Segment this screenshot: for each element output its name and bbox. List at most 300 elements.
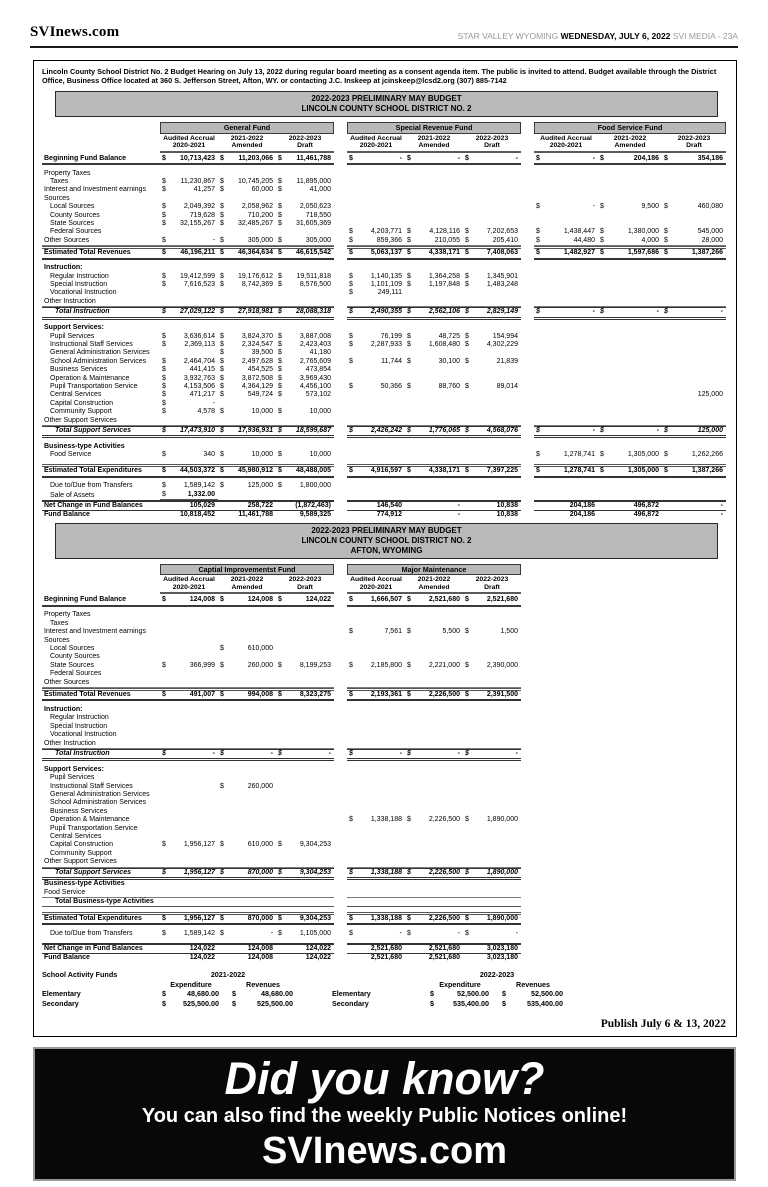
amount-value: 10,838 (496, 501, 518, 509)
amount-value: 7,616,523 (183, 280, 215, 288)
amount-cell (276, 620, 334, 628)
amount-value: 870,000 (247, 914, 273, 922)
amount-value: 1,197,848 (428, 280, 460, 288)
amount-cell (218, 358, 276, 366)
amount-cell (598, 464, 662, 477)
amount-cell (276, 289, 334, 297)
dollar-sign: $ (162, 482, 166, 490)
amount-cell (347, 220, 405, 228)
dollar-sign: $ (465, 382, 469, 390)
row-label: Net Change in Fund Balances (42, 500, 160, 511)
row-label: Special Instruction (50, 280, 108, 288)
amount-value: 260,000 (247, 782, 273, 790)
activity-row-secondary (42, 999, 730, 1009)
dollar-sign: $ (220, 929, 224, 937)
dollar-sign: $ (278, 914, 282, 922)
amount-cell (534, 178, 598, 186)
amount-cell (534, 333, 598, 341)
amount-cell (160, 511, 218, 519)
amount-cell (347, 451, 405, 459)
table-row (42, 289, 730, 297)
amount-cell (598, 375, 662, 383)
amount-value: 10,818,452 (179, 511, 215, 519)
activity-title: School Activity Funds (42, 970, 118, 980)
table-row (42, 714, 730, 722)
amount-cell (463, 628, 521, 636)
amount-cell (218, 596, 276, 606)
amount-cell (276, 637, 334, 645)
amount-cell (598, 237, 662, 246)
amount-cell (598, 298, 662, 307)
amount-cell (276, 706, 334, 714)
amount-cell (534, 187, 598, 195)
amount-cell (347, 464, 405, 477)
dollar-sign: $ (502, 989, 506, 999)
amount-cell (405, 596, 463, 606)
amount-cell (276, 349, 334, 357)
table-row (42, 273, 730, 281)
amount-value: 1,364,258 (428, 272, 460, 280)
amount-cell (276, 850, 334, 858)
amount-cell (276, 880, 334, 888)
table-row (42, 749, 730, 761)
column-header (276, 576, 334, 594)
amount-value: 2,521,680 (428, 944, 460, 952)
amount-cell (160, 596, 218, 606)
amount-cell (405, 774, 463, 782)
dollar-sign: $ (278, 249, 282, 257)
amount-cell (347, 637, 405, 645)
amount-cell (276, 943, 334, 954)
table-row (42, 898, 730, 907)
dollar-sign: $ (220, 782, 224, 790)
amount-value: (1,872,463) (295, 501, 331, 509)
table-row (42, 662, 730, 670)
dollar-sign: $ (349, 357, 353, 365)
amount-cell (218, 723, 276, 731)
amount-value: - (457, 511, 460, 519)
amount-cell (218, 220, 276, 228)
amount-value: 2,226,500 (428, 690, 460, 698)
dollar-sign: $ (220, 382, 224, 390)
column-header-line: Amended (231, 142, 263, 150)
dollar-sign: $ (278, 154, 282, 162)
column-header (218, 576, 276, 594)
amount-cell (662, 511, 726, 519)
amount-value: 52,500.00 (531, 989, 563, 999)
dollar-sign: $ (220, 357, 224, 365)
masthead (30, 24, 738, 48)
dollar-sign: $ (465, 228, 469, 236)
amount-cell (463, 451, 521, 459)
dollar-sign: $ (220, 340, 224, 348)
dollar-sign: $ (278, 357, 282, 365)
row-label: Beginning Fund Balance (42, 596, 160, 606)
masthead-region: STAR VALLEY WYOMING (457, 31, 561, 41)
amount-cell (218, 383, 276, 391)
column-header (598, 135, 662, 153)
amount-cell (276, 912, 334, 925)
amount-value: 719,628 (189, 211, 215, 219)
amount-cell (534, 500, 598, 511)
amount-value: 535,400.00 (453, 998, 489, 1008)
row-label: Central Services (50, 391, 102, 399)
row-label: State Sources (50, 661, 94, 669)
amount-cell (347, 212, 405, 220)
row-label: Elementary (42, 989, 81, 999)
column-header-line: 2022-2023 (288, 134, 322, 142)
amount-cell (405, 670, 463, 678)
dollar-sign: $ (162, 998, 166, 1008)
masthead-dateline (458, 31, 738, 41)
dollar-sign: $ (220, 154, 224, 162)
amount-cell (534, 264, 598, 272)
row-label: Operation & Maintenance (50, 816, 130, 824)
dollar-sign: $ (220, 596, 224, 604)
amount-value: - (212, 749, 215, 757)
amount-cell (276, 155, 334, 165)
column-header (662, 135, 726, 153)
table-row (42, 220, 730, 228)
amount-cell (463, 706, 521, 714)
amount-cell (347, 500, 405, 511)
amount-cell (218, 229, 276, 237)
amount-value: 2,765,609 (299, 357, 331, 365)
dollar-sign: $ (162, 408, 166, 416)
dollar-sign: $ (162, 661, 166, 669)
dollar-sign: $ (278, 482, 282, 490)
promo-banner (33, 1047, 736, 1181)
amount-cell (463, 281, 521, 289)
amount-cell (160, 482, 218, 490)
column-header-line: 2020-2021 (172, 583, 206, 591)
amount-cell (405, 842, 463, 850)
amount-cell (218, 628, 276, 636)
amount-cell (405, 679, 463, 688)
amount-cell (160, 868, 218, 880)
row-label: Community Support (50, 408, 112, 416)
amount-value: 4,568,076 (486, 426, 518, 434)
amount-cell (534, 281, 598, 289)
amount-cell (534, 511, 598, 519)
amount-cell (463, 858, 521, 867)
amount-value: 4,000 (641, 236, 659, 244)
amount-cell (218, 645, 276, 653)
amount-value: - (592, 154, 595, 162)
amount-cell (218, 500, 276, 511)
row-label: Total Support Services (42, 868, 160, 880)
dollar-sign: $ (349, 690, 353, 698)
amount-cell (218, 653, 276, 661)
row-label: Estimated Total Expenditures (42, 912, 160, 925)
amount-value: 3,023,180 (486, 944, 518, 952)
amount-cell (276, 731, 334, 739)
amount-cell (347, 349, 405, 357)
amount-cell (347, 868, 405, 880)
amount-cell (218, 791, 276, 799)
amount-value: 5,063,137 (370, 249, 402, 257)
amount-cell (598, 341, 662, 349)
amount-cell (276, 220, 334, 228)
row-label: Estimated Total Expenditures (42, 464, 160, 477)
column-header-line: Audited Accrual (163, 576, 215, 584)
table-row (42, 688, 730, 701)
amount-cell (405, 195, 463, 203)
amount-cell (160, 816, 218, 824)
activity-year-right: 2022-2023 (479, 970, 515, 980)
amount-cell (405, 943, 463, 954)
dollar-sign: $ (220, 220, 224, 228)
budget-title-line: LINCOLN COUNTY SCHOOL DISTRICT NO. 2 (301, 535, 472, 545)
amount-cell (347, 670, 405, 678)
amount-value: 354,186 (697, 154, 723, 162)
amount-cell (662, 324, 726, 332)
dollar-sign: $ (278, 382, 282, 390)
amount-cell (218, 443, 276, 451)
dollar-sign: $ (220, 868, 224, 876)
amount-cell (463, 816, 521, 824)
amount-cell (276, 808, 334, 816)
amount-cell (276, 212, 334, 220)
amount-cell (160, 155, 218, 165)
amount-cell (534, 212, 598, 220)
amount-value: 41,000 (309, 186, 331, 194)
amount-value: 10,000 (251, 408, 273, 416)
row-label: Other Support Services (42, 858, 160, 867)
amount-cell (405, 307, 463, 319)
amount-value: 7,408,063 (486, 249, 518, 257)
amount-cell (347, 366, 405, 374)
row-label: Capital Construction (50, 399, 114, 407)
amount-cell (160, 889, 218, 898)
row-label: Property Taxes (44, 611, 91, 619)
amount-cell (405, 228, 463, 236)
column-header-line: Amended (418, 142, 450, 150)
amount-value: 1,608,480 (428, 340, 460, 348)
amount-value: - (270, 749, 273, 757)
column-header-line: Audited Accrual (163, 134, 215, 142)
row-label: Vocational Instruction (50, 289, 117, 297)
dollar-sign: $ (465, 272, 469, 280)
amount-value: 491,007 (189, 690, 215, 698)
activity-col-header: Expenditure (439, 979, 481, 989)
dollar-sign: $ (278, 596, 282, 604)
amount-value: 460,080 (697, 203, 723, 211)
dollar-sign: $ (220, 451, 224, 459)
amount-cell (347, 850, 405, 858)
amount-cell (276, 774, 334, 782)
dollar-sign: $ (220, 349, 224, 357)
amount-cell (218, 170, 276, 178)
amount-cell (160, 333, 218, 341)
table-row (42, 637, 730, 645)
dollar-sign: $ (220, 914, 224, 922)
dollar-sign: $ (465, 280, 469, 288)
amount-cell (160, 679, 218, 688)
dollar-sign: $ (664, 451, 668, 459)
row-label: Taxes (50, 619, 69, 627)
amount-cell (276, 783, 334, 791)
amount-value: 1,345,901 (486, 272, 518, 280)
amount-cell (662, 482, 726, 490)
amount-cell (405, 791, 463, 799)
amount-cell (405, 740, 463, 749)
amount-cell (463, 688, 521, 701)
dollar-sign: $ (349, 596, 353, 604)
dollar-sign: $ (278, 236, 282, 244)
dollar-sign: $ (465, 868, 469, 876)
column-header (405, 135, 463, 153)
amount-value: 204,186 (569, 501, 595, 509)
amount-cell (160, 989, 222, 999)
dollar-sign: $ (278, 661, 282, 669)
dollar-sign: $ (349, 340, 353, 348)
amount-cell (662, 426, 726, 438)
amount-cell (160, 349, 218, 357)
row-label: Local Sources (50, 644, 95, 652)
amount-cell (347, 237, 405, 246)
amount-value: 7,202,653 (486, 228, 518, 236)
amount-cell (218, 620, 276, 628)
amount-cell (405, 645, 463, 653)
dollar-sign: $ (465, 308, 469, 316)
amount-cell (662, 333, 726, 341)
amount-value: 11,744 (381, 357, 402, 365)
amount-cell (405, 237, 463, 246)
amount-cell (534, 289, 598, 297)
amount-cell (218, 451, 276, 459)
amount-cell (276, 749, 334, 761)
dollar-sign: $ (162, 340, 166, 348)
amount-cell (218, 841, 276, 849)
amount-cell (534, 307, 598, 319)
amount-cell (347, 898, 405, 907)
amount-cell (276, 670, 334, 678)
table-row (42, 731, 730, 739)
amount-cell (463, 464, 521, 477)
dollar-sign: $ (278, 220, 282, 228)
amount-value: 41,180 (309, 349, 331, 357)
amount-cell (405, 246, 463, 259)
amount-cell (160, 898, 218, 907)
amount-value: 125,000 (697, 391, 723, 399)
dollar-sign: $ (407, 467, 411, 475)
amount-cell (463, 800, 521, 808)
amount-cell (534, 203, 598, 211)
table-row (42, 783, 730, 791)
amount-cell (160, 825, 218, 833)
dollar-sign: $ (220, 644, 224, 652)
amount-cell (347, 400, 405, 408)
amount-cell (463, 766, 521, 774)
amount-value: 2,562,106 (428, 308, 460, 316)
amount-cell (463, 670, 521, 678)
table-row (42, 868, 730, 880)
amount-value: 2,521,680 (428, 596, 460, 604)
amount-value: 3,824,370 (241, 332, 273, 340)
amount-cell (463, 653, 521, 661)
amount-cell (347, 341, 405, 349)
amount-value: 31,605,369 (295, 220, 331, 228)
amount-cell (405, 954, 463, 962)
column-header (463, 576, 521, 594)
amount-cell (218, 212, 276, 220)
amount-cell (160, 170, 218, 178)
amount-cell (160, 186, 218, 194)
amount-cell (463, 333, 521, 341)
row-label: Food Service (42, 889, 160, 898)
dollar-sign: $ (349, 236, 353, 244)
amount-cell (405, 611, 463, 619)
table-row (42, 889, 730, 898)
dollar-sign: $ (278, 929, 282, 937)
amount-value: 2,521,680 (428, 954, 460, 962)
amount-value: 525,500.00 (183, 998, 219, 1008)
dollar-sign: $ (465, 332, 469, 340)
amount-value: 249,111 (377, 289, 402, 297)
amount-cell (276, 791, 334, 799)
amount-cell (218, 186, 276, 194)
amount-value: 2,324,547 (241, 340, 273, 348)
amount-value: 1,890,000 (486, 816, 518, 824)
dollar-sign: $ (162, 178, 166, 185)
amount-cell (598, 289, 662, 297)
amount-cell (218, 808, 276, 816)
row-label: Pupil Services (50, 332, 95, 340)
activity-year-left: 2021-2022 (210, 970, 246, 980)
amount-value: 39,500 (251, 349, 273, 357)
table-row (42, 333, 730, 341)
dollar-sign: $ (349, 272, 353, 280)
amount-cell (405, 155, 463, 165)
amount-value: 124,008 (247, 954, 273, 962)
amount-value: 1,387,266 (691, 249, 723, 257)
amount-cell (598, 492, 662, 500)
dollar-sign: $ (232, 989, 236, 999)
amount-cell (160, 417, 218, 426)
amount-cell (598, 228, 662, 236)
amount-cell (160, 366, 218, 374)
amount-cell (662, 264, 726, 272)
dollar-sign: $ (465, 816, 469, 824)
amount-cell (598, 178, 662, 186)
amount-cell (276, 307, 334, 319)
amount-value: 205,410 (492, 236, 518, 244)
amount-cell (405, 170, 463, 178)
dollar-sign: $ (502, 998, 506, 1008)
table-row (42, 766, 730, 774)
dollar-sign: $ (278, 272, 282, 280)
amount-cell (160, 912, 218, 925)
amount-cell (463, 912, 521, 925)
amount-cell (463, 298, 521, 307)
amount-cell (160, 264, 218, 272)
row-label: Total Instruction (42, 307, 160, 319)
row-label: Regular Instruction (50, 272, 109, 280)
amount-cell (218, 341, 276, 349)
amount-value: - (457, 154, 460, 162)
column-header (405, 576, 463, 594)
amount-cell (276, 492, 334, 500)
amount-cell (534, 375, 598, 383)
dollar-sign: $ (600, 236, 604, 244)
amount-cell (160, 723, 218, 731)
dollar-sign: $ (349, 816, 353, 824)
amount-cell (598, 358, 662, 366)
amount-cell (405, 289, 463, 297)
amount-cell (276, 341, 334, 349)
row-label: Capital Construction (50, 841, 114, 849)
